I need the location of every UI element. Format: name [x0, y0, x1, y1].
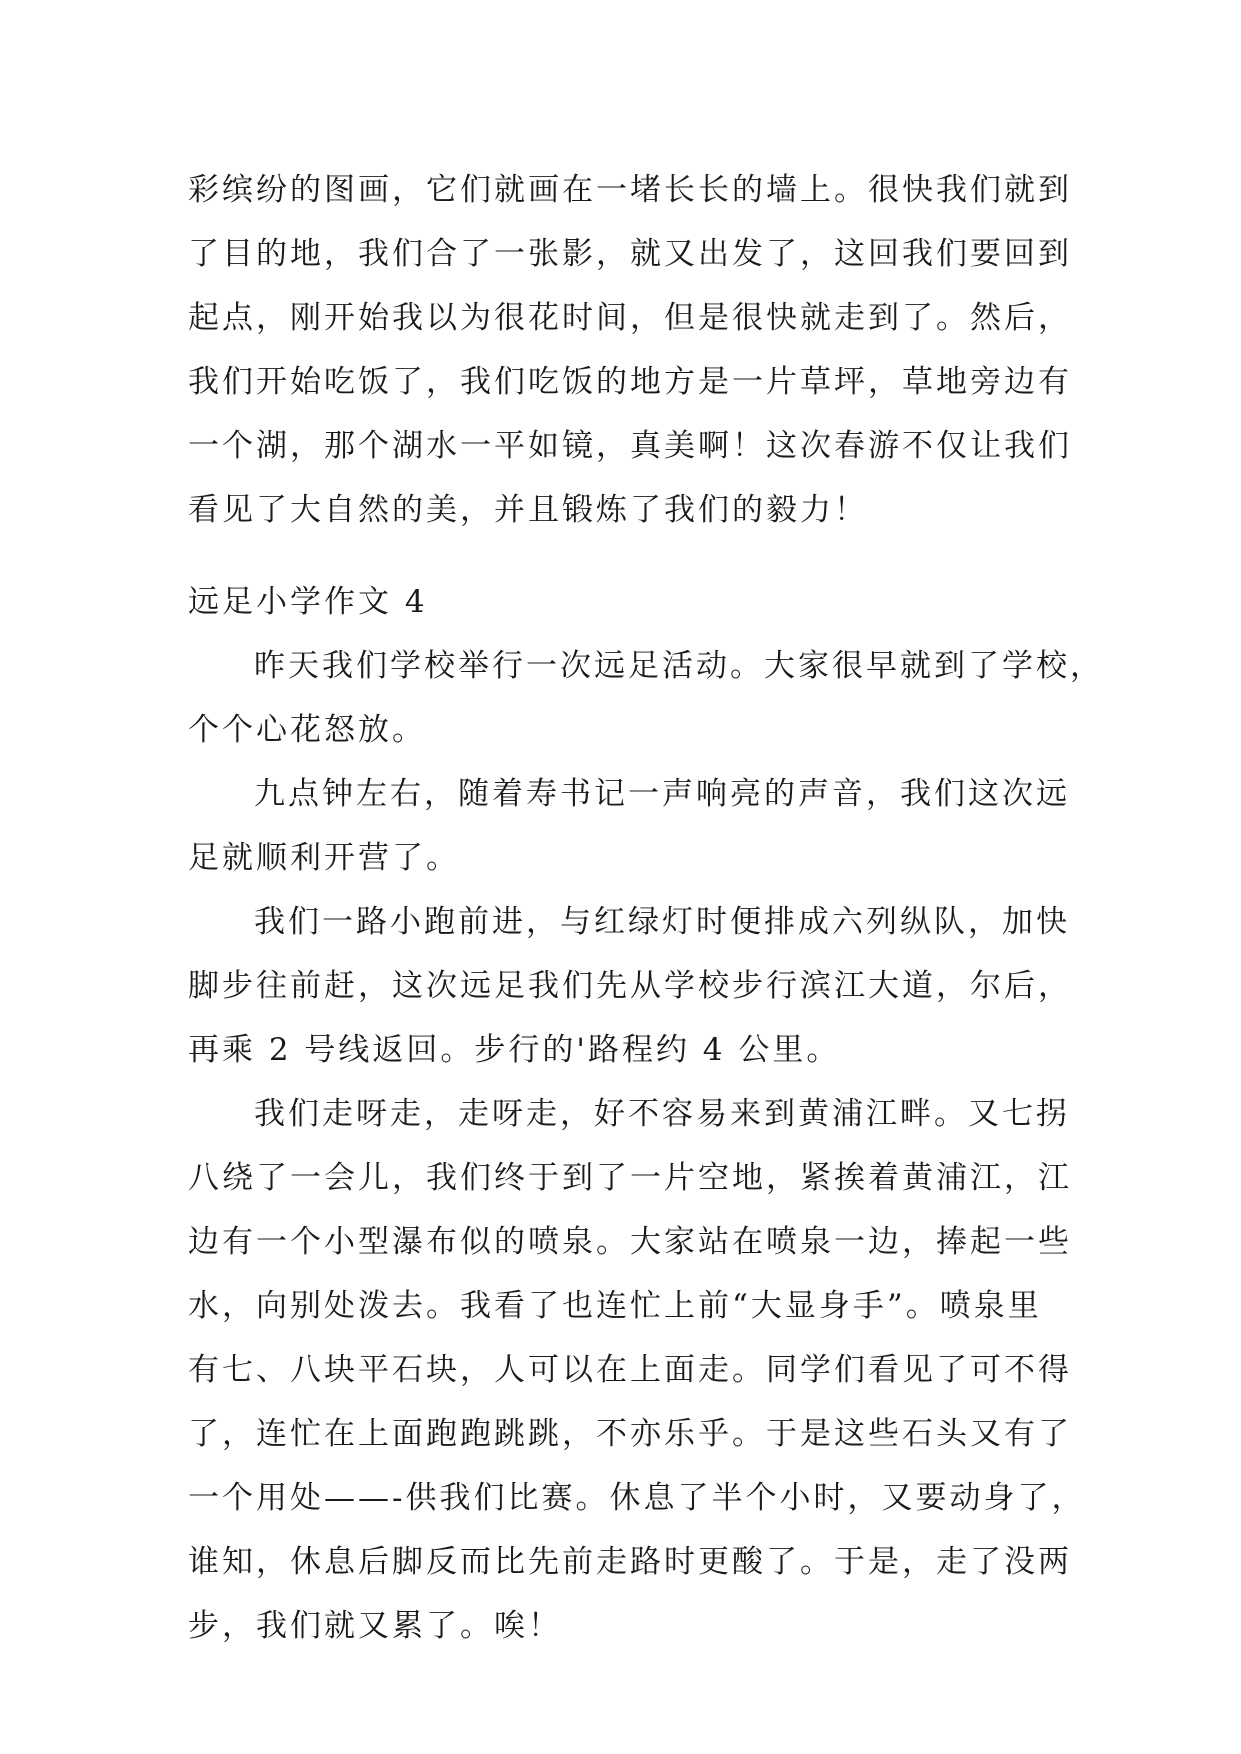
paragraph-line: 水，向别处泼去。我看了也连忙上前“大显身手”。喷泉里 [188, 1288, 1042, 1324]
paragraph-line: 脚步往前赶，这次远足我们先从学校步行滨江大道，尔后， [188, 968, 1072, 1004]
paragraph-line: 足就顺利开营了。 [188, 840, 460, 876]
paragraph-line: 看见了大自然的美，并且锻炼了我们的毅力！ [188, 492, 868, 528]
section-title: 远足小学作文 4 [188, 584, 428, 620]
paragraph-line: 有七、八块平石块，人可以在上面走。同学们看见了可不得 [188, 1352, 1072, 1388]
paragraph-line: 我们一路小跑前进，与红绿灯时便排成六列纵队，加快 [254, 904, 1070, 940]
paragraph-line: 个个心花怒放。 [188, 712, 426, 748]
paragraph-line: 我们开始吃饭了，我们吃饭的地方是一片草坪，草地旁边有 [188, 364, 1072, 400]
paragraph-line: 昨天我们学校举行一次远足活动。大家很早就到了学校， [254, 648, 1104, 684]
paragraph-line: 八绕了一会儿，我们终于到了一片空地，紧挨着黄浦江，江 [188, 1160, 1072, 1196]
paragraph-line: 彩缤纷的图画，它们就画在一堵长长的墙上。很快我们就到 [188, 172, 1072, 208]
paragraph-line: 九点钟左右，随着寿书记一声响亮的声音，我们这次远 [254, 776, 1070, 812]
paragraph-line: 谁知，休息后脚反而比先前走路时更酸了。于是，走了没两 [188, 1544, 1072, 1580]
top-paragraph [188, 158, 1072, 542]
paragraph-line: 步，我们就又累了。唉！ [188, 1608, 562, 1644]
paragraph-line: 了，连忙在上面跑跑跳跳，不亦乐乎。于是这些石头又有了 [188, 1416, 1072, 1452]
paragraph-line: 边有一个小型瀑布似的喷泉。大家站在喷泉一边，捧起一些 [188, 1224, 1072, 1260]
section-body [188, 634, 1104, 1658]
paragraph-line: 起点，刚开始我以为很花时间，但是很快就走到了。然后， [188, 300, 1072, 336]
paragraph-line: 一个湖，那个湖水一平如镜，真美啊！这次春游不仅让我们 [188, 428, 1072, 464]
paragraph-line: 再乘 2 号线返回。步行的'路程约 4 公里。 [188, 1032, 841, 1068]
paragraph-line: 了目的地，我们合了一张影，就又出发了，这回我们要回到 [188, 236, 1072, 272]
paragraph-line: 我们走呀走，走呀走，好不容易来到黄浦江畔。又七拐 [254, 1096, 1070, 1132]
paragraph-line: 一个用处——-供我们比赛。休息了半个小时，又要动身了， [188, 1480, 1086, 1516]
